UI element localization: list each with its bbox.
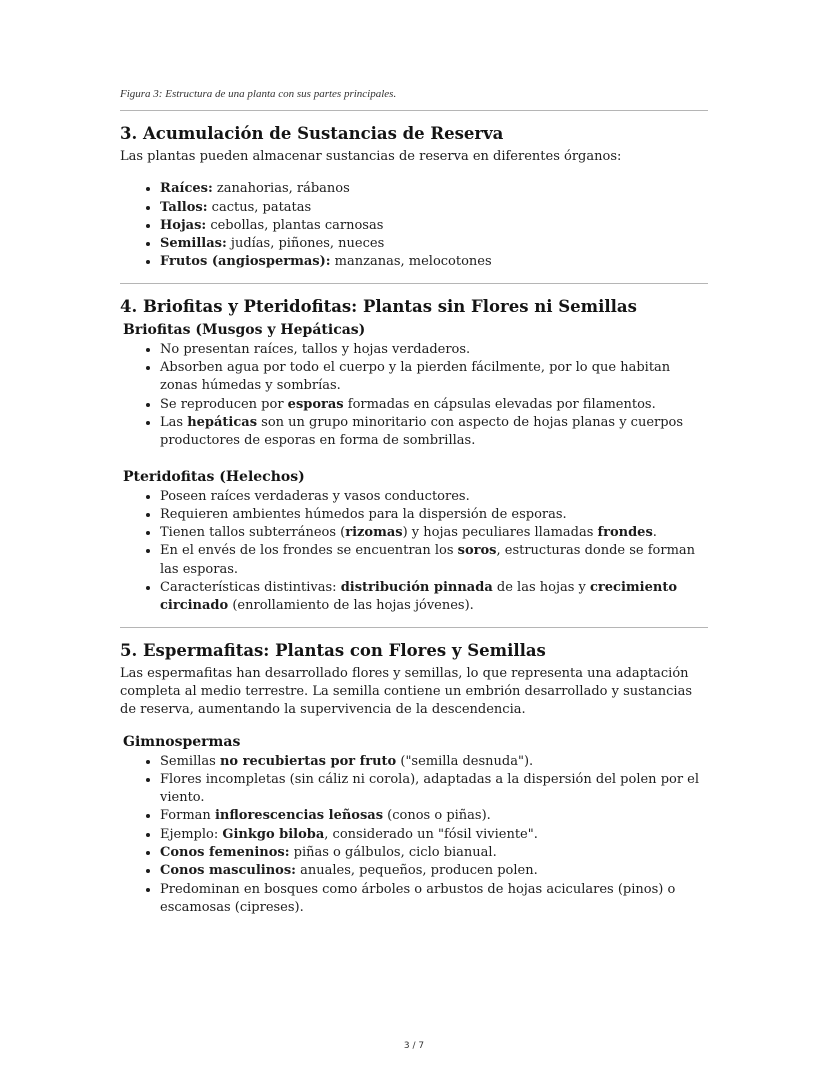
section-divider bbox=[120, 283, 708, 284]
list-item: • Hojas: cebollas, plantas carnosas bbox=[160, 217, 708, 235]
section-divider bbox=[120, 110, 708, 111]
document-page bbox=[120, 88, 708, 917]
section-4-title: 4. Briofitas y Pteridofitas: Plantas sin Flores ni Semillas bbox=[120, 296, 637, 316]
page-number: 3 / 7 bbox=[403, 1041, 425, 1051]
list-item: • Conos masculinos: anuales, pequeños, producen polen. bbox=[160, 862, 708, 880]
list-item: • No presentan raíces, tallos y hojas verdaderos. bbox=[160, 341, 708, 359]
list-item: • Tallos: cactus, patatas bbox=[160, 199, 708, 217]
briofitas-heading: Briofitas (Musgos y Hepáticas) bbox=[123, 321, 366, 338]
section-3-title: 3. Acumulación de Sustancias de Reserva bbox=[120, 124, 504, 143]
section-3-intro: Las plantas pueden almacenar sustancias de reserva en diferentes órganos: bbox=[120, 149, 622, 164]
list-item: • Semillas no recubiertas por fruto ("semilla desnuda"). bbox=[160, 753, 708, 771]
list-item: • Semillas: judías, piñones, nueces bbox=[160, 235, 708, 253]
list-item: • Requieren ambientes húmedos para la dispersión de esporas. bbox=[160, 506, 708, 524]
list-item: • Las hepáticas son un grupo minoritario con aspecto de hojas planas y cuerpos productores de esporas en forma de sombrillas. bbox=[160, 414, 708, 451]
briofitas-list bbox=[120, 341, 708, 451]
list-item: • Tienen tallos subterráneos (rizomas) y hojas peculiares llamadas frondes. bbox=[160, 524, 708, 542]
reserve-organs-list bbox=[120, 180, 708, 271]
list-item: • Raíces: zanahorias, rábanos bbox=[160, 180, 708, 198]
list-item: • En el envés de los frondes se encuentran los soros, estructuras donde se forman las esporas. bbox=[160, 542, 708, 579]
list-item: • Características distintivas: distribución pinnada de las hojas y crecimiento circinado (enrollamiento de las hojas jóvenes). bbox=[160, 579, 708, 616]
figure-caption: Figura 3: Estructura de una planta con sus partes principales. bbox=[120, 88, 397, 100]
list-item: • Predominan en bosques como árboles o arbustos de hojas aciculares (pinos) o escamosas (cipreses). bbox=[160, 881, 708, 918]
list-item: • Flores incompletas (sin cáliz ni corola), adaptadas a la dispersión del polen por el viento. bbox=[160, 771, 708, 808]
gimnospermas-heading: Gimnospermas bbox=[123, 733, 241, 750]
list-item: • Absorben agua por todo el cuerpo y la pierden fácilmente, por lo que habitan zonas húmedas y sombrías. bbox=[160, 359, 708, 396]
section-5-intro: Las espermafitas han desarrollado flores y semillas, lo que representa una adaptación completa al medio terrestre. La semilla contiene un embrión desarrollado y sustancias de reserva, aumentando la supervivencia de la descendencia. bbox=[120, 665, 692, 718]
list-item: • Forman inflorescencias leñosas (conos o piñas). bbox=[160, 807, 708, 825]
list-item: • Ejemplo: Ginkgo biloba, considerado un "fósil viviente". bbox=[160, 826, 708, 844]
pteridofitas-list bbox=[120, 488, 708, 616]
list-item: • Se reproducen por esporas formadas en cápsulas elevadas por filamentos. bbox=[160, 396, 708, 414]
list-item: • Poseen raíces verdaderas y vasos conductores. bbox=[160, 488, 708, 506]
section-divider bbox=[120, 627, 708, 628]
section-5-title: 5. Espermafitas: Plantas con Flores y Semillas bbox=[120, 640, 546, 660]
list-item: • Frutos (angiospermas): manzanas, melocotones bbox=[160, 253, 708, 271]
list-item: • Conos femeninos: piñas o gálbulos, ciclo bianual. bbox=[160, 844, 708, 862]
pteridofitas-heading: Pteridofitas (Helechos) bbox=[123, 468, 305, 485]
gimnospermas-list bbox=[120, 753, 708, 918]
